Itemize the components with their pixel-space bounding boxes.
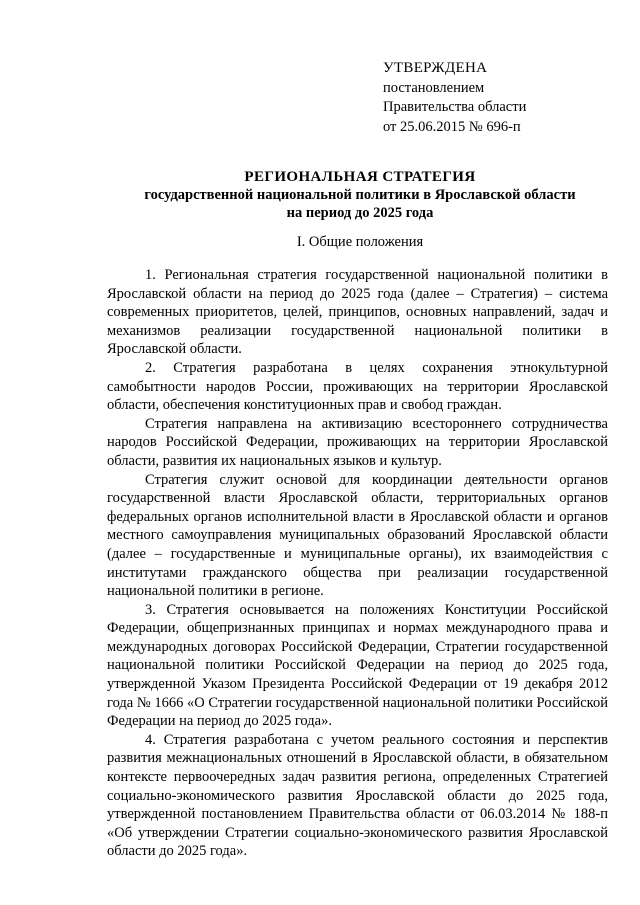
title-line-2: государственной национальной политики в Ярославской области xyxy=(144,187,576,203)
approval-line-3: от 25.06.2015 № 696-п xyxy=(383,118,521,135)
paragraph-3: Стратегия направлена на активизацию всестороннего сотрудничества народов Российской Федерации, проживающих на территории Ярославской области, развития их национальных языков и культур. xyxy=(107,415,608,469)
paragraph-4: Стратегия служит основой для координации деятельности органов государственной власти Ярославской области, территориальных органов федеральных органов исполнительной власти в Ярославской области и органов местного самоуправления муниципальных образований Ярославской области (далее – государственные и муниципальные органы), их взаимодействия с институтами гражданского общества при реализации государственной национальной политики в регионе. xyxy=(107,471,608,600)
title-line-3: на период до 2025 года xyxy=(286,205,434,221)
approval-line-2: Правительства области xyxy=(383,99,527,115)
title-line-1: РЕГИОНАЛЬНАЯ СТРАТЕГИЯ xyxy=(244,169,476,185)
document-title xyxy=(90,168,630,222)
approval-line-1: постановлением xyxy=(383,79,485,96)
approval-stamp: УТВЕРЖДЕНА xyxy=(383,60,488,76)
paragraph-2: 2. Стратегия разработана в целях сохранения этнокультурной самобытности народов России, проживающих на территории Ярославской области, обеспечения конституционных прав и свобод граждан. xyxy=(107,359,608,414)
approval-block xyxy=(383,59,526,137)
document-body xyxy=(107,266,608,861)
paragraph-1: 1. Региональная стратегия государственной национальной политики в Ярославской области на период до 2025 года (далее – Стратегия) – система современных приоритетов, целей, принципов, основных направлений, задач и механизмов реализации государственной национальной политики в Ярославской области. xyxy=(107,267,608,358)
section-heading: I. Общие положения xyxy=(296,234,424,250)
paragraph-6: 4. Стратегия разработана с учетом реального состояния и перспектив развития межнациональных отношений в Ярославской области, в обязательном контексте первоочередных задач развития региона, определенных Стратегией социально-экономического развития Ярославской области до 2025 года, утвержденной постановлением Правительства области от 06.03.2014 № 188-п «Об утверждении Стратегии социально-экономического развития Ярославской области до 2025 года». xyxy=(107,731,608,860)
paragraph-5: 3. Стратегия основывается на положениях Конституции Российской Федерации, общепризнанных принципах и нормах международного права и международных договорах Российской Федерации, Стратегии государственной национальной политики Российской Федерации на период до 2025 года, утвержденной Указом Президента Российской Федерации от 19 декабря 2012 года № 1666 «О Стратегии государственной национальной политики Российской Федерации на период до 2025 года». xyxy=(107,601,608,730)
